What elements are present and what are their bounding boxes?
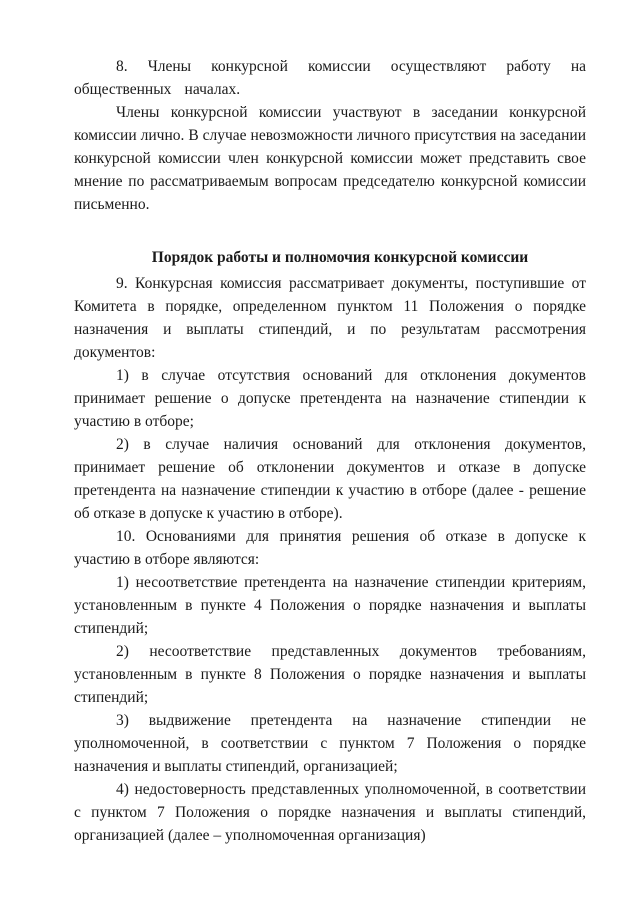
paragraph-10: 10. Основаниями для принятия решения об отказе в допуске к участию в отборе являются: xyxy=(74,528,586,568)
paragraph-9-item-1: 1) в случае отсутствия оснований для отклонения документов принимает решение о допуске претендента на назначение стипендии к участию в отборе; xyxy=(74,367,586,430)
paragraph-10-item-2: 2) несоответствие представленных документов требованиям, установленным в пункте 8 Положения о порядке назначения и выплаты стипендий; xyxy=(74,643,586,706)
paragraph-8: 8. Члены конкурсной комиссии осуществляют работу на общественных началах. xyxy=(74,58,586,98)
section-title: Порядок работы и полномочия конкурсной комиссии xyxy=(151,249,529,266)
paragraph-9: 9. Конкурсная комиссия рассматривает документы, поступившие от Комитета в порядке, определенном пунктом 11 Положения о порядке назначения и выплаты стипендий, и по результатам рассмотрения документов: xyxy=(74,275,586,361)
paragraph-10-item-1: 1) несоответствие претендента на назначение стипендии критериям, установленным в пункте 4 Положения о порядке назначения и выплаты стипендий; xyxy=(74,574,586,637)
paragraph-8-personal-participation: Члены конкурсной комиссии участвуют в заседании конкурсной комиссии лично. В случае невозможности личного присутствия на заседании конкурсной комиссии член конкурсной комиссии может представить свое мнение по рассматриваемым вопросам председателю конкурсной комиссии письменно. xyxy=(74,104,586,213)
paragraph-9-item-2: 2) в случае наличия оснований для отклонения документов, принимает решение об отклонении документов и отказе в допуске претендента на назначение стипендии к участию в отборе (далее - решение об отказе в допуске к участию в отборе). xyxy=(74,436,586,522)
paragraph-10-item-3: 3) выдвижение претендента на назначение стипендии не уполномоченной, в соответствии с пунктом 7 Положения о порядке назначения и выплаты стипендий, организацией; xyxy=(74,712,586,775)
paragraph-10-item-4: 4) недостоверность представленных уполномоченной, в соответствии с пунктом 7 Положения о порядке назначения и выплаты стипендий, организацией (далее – уполномоченная организация) xyxy=(74,781,586,844)
